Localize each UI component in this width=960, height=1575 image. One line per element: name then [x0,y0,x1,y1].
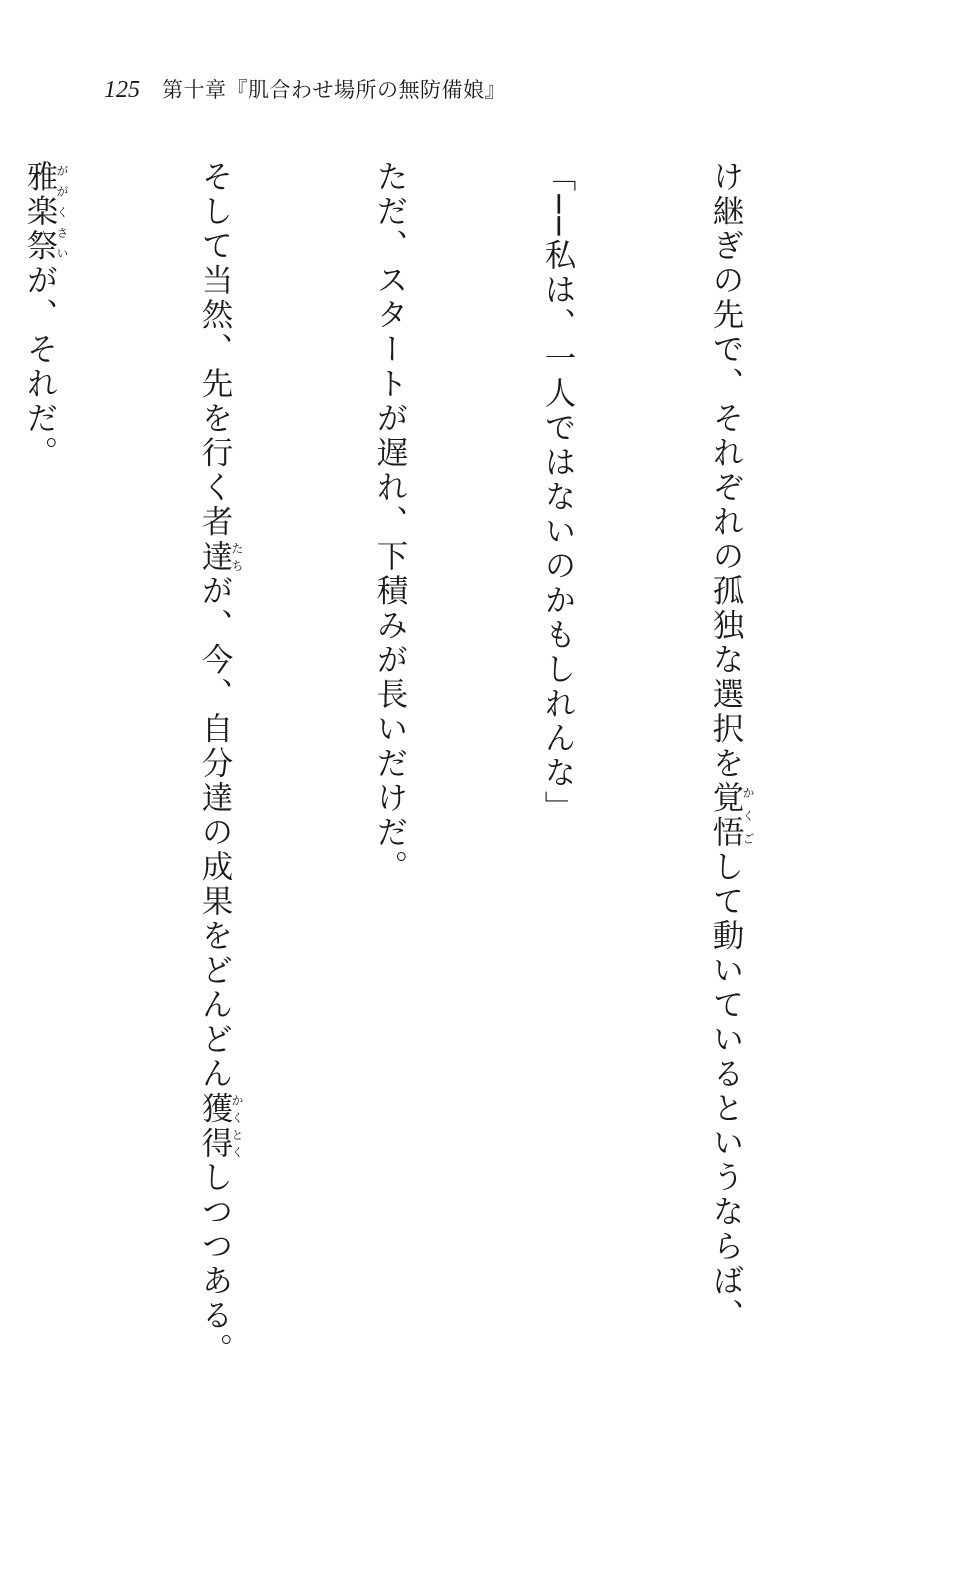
text-segment: しつつある。 [197,1160,233,1368]
ruby-base: 雅楽祭 [22,160,58,264]
text-line [369,160,411,1340]
text-segment: け継ぎの先で、それぞれの孤独な選択を [708,160,744,781]
ruby-reading: たち [230,539,244,574]
chapter-title: 第十章『肌合わせ場所の無防備娘』 [162,78,506,102]
text-segment: が、今、自分達の成果をどんどん [197,574,233,1092]
ruby-base: 覚悟 [708,781,744,850]
ruby-word [197,1091,244,1161]
novel-body-text [0,160,880,1368]
text-segment: ただ、スタートが遅れ、下積みが長いだけだ。 [372,160,408,885]
text-segment: 「──私は、一人ではないのかもしれんな」 [540,160,576,825]
text-segment: して動いているというならば、 [708,850,744,1333]
text-segment: が、それだ。 [22,263,58,471]
text-line [705,160,754,1340]
ruby-base: 達 [197,539,233,574]
ruby-base: 獲得 [197,1091,233,1161]
ruby-word [197,539,244,575]
ruby-reading: かくご [741,781,755,850]
text-line [537,160,579,1340]
ruby-word [22,160,69,264]
text-line [19,160,68,1340]
running-header [104,74,506,106]
ruby-reading: かくとく [230,1091,244,1161]
text-segment: そして当然、先を行く者 [197,160,233,540]
ruby-reading: ががくさい [55,160,69,264]
text-line [194,160,244,1368]
ruby-word [708,781,755,850]
page-number: 125 [104,77,140,103]
